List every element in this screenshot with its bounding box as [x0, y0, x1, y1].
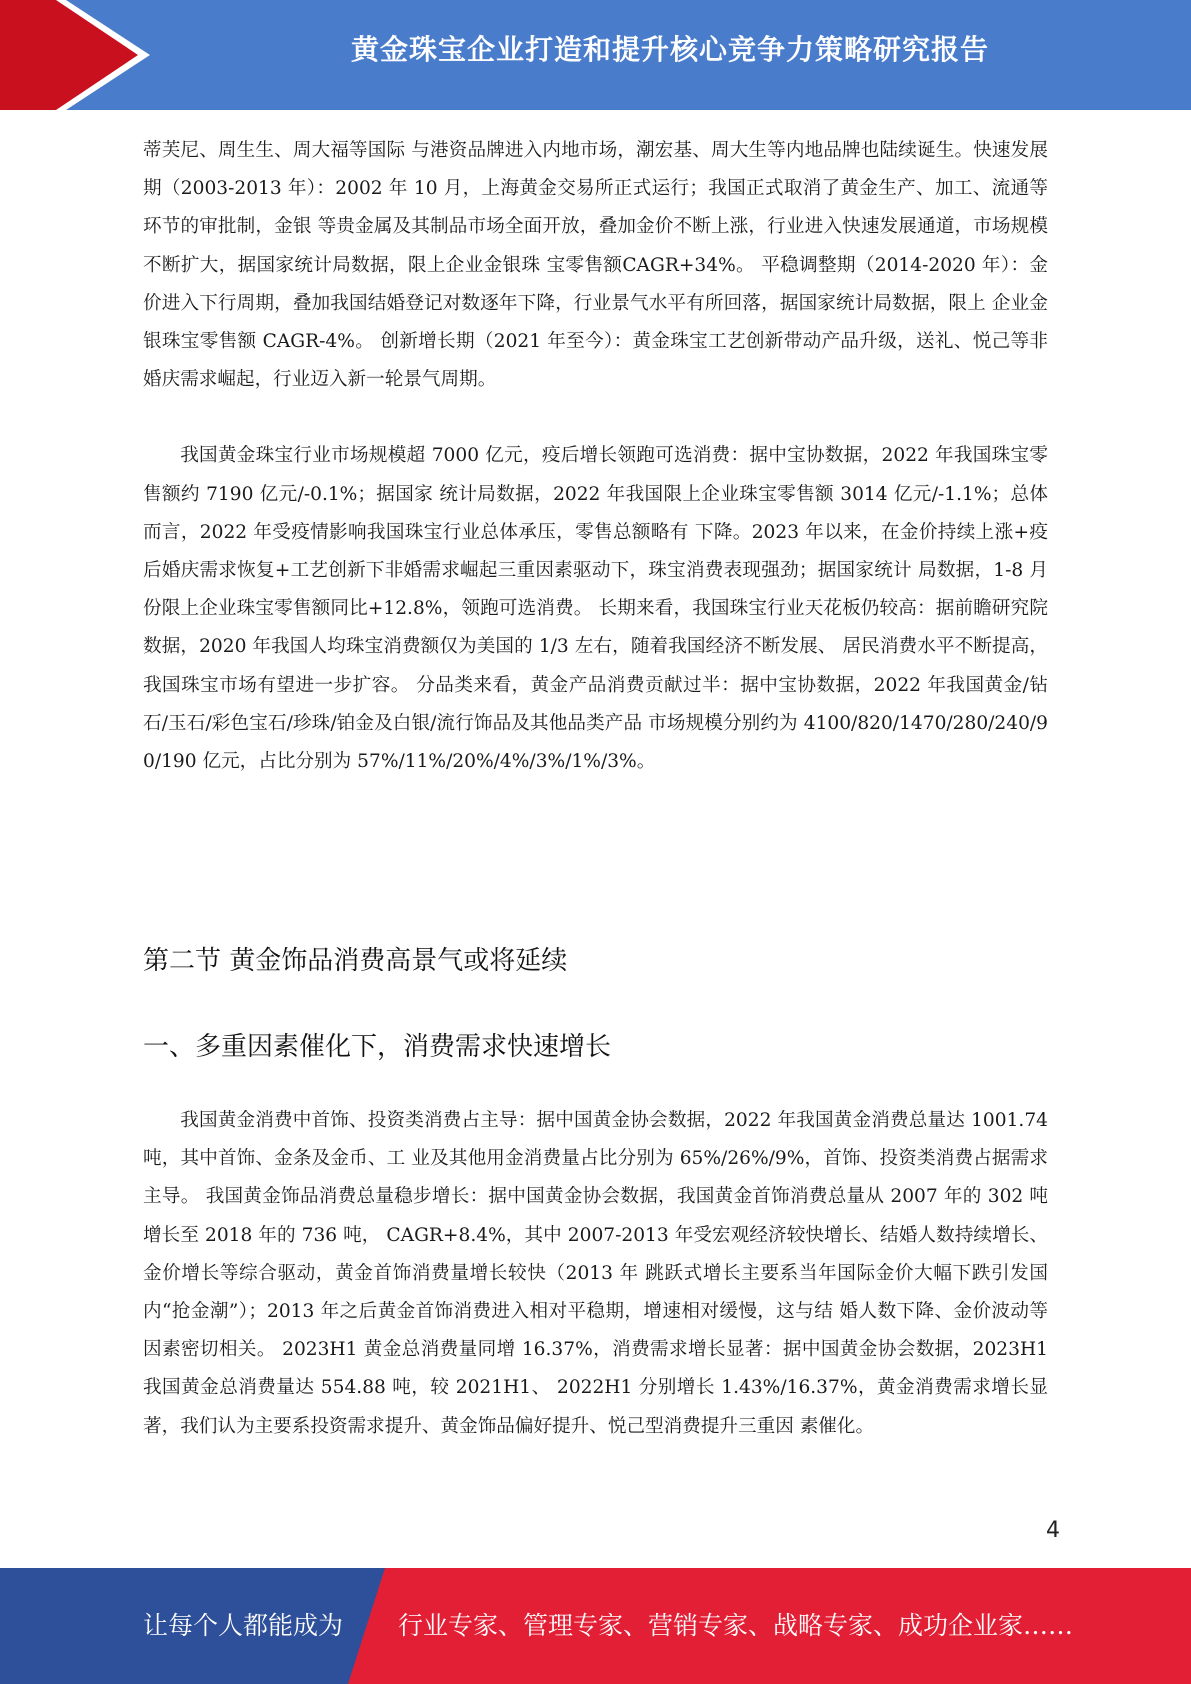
body-text-bottom — [143, 1102, 1048, 1446]
footer-slogan-left: 让每个人都能成为 — [143, 1611, 344, 1640]
paragraph-gold-consumption: 我国黄金消费中首饰、投资类消费占主导：据中国黄金协会数据，2022 年我国黄金消费总量达 1001.74 吨，其中首饰、金条及金币、工 业及其他用金消费量占比分别为 65%/26%/9%，首饰、投资类消费占据需求主导。 我国黄金饰品消费总量稳步增长：据中国黄金协会数据，我国黄金首饰消费总量从 2007 年的 302 吨增长至 2018 年的 736 吨， CAGR+8.4%，其中 2007-2013 年受宏观经济较快增长、结婚人数持续增长、金价增长等综合驱动，黄金首饰消费量增长较快（2013 年 跳跃式增长主要系当年国际金价大幅下跌引发国内“抢金潮”）；2013 年之后黄金首饰消费进入相对平稳期，增速相对缓慢，这与结 婚人数下降、金价波动等因素密切相关。 2023H1 黄金总消费量同增 16.37%，消费需求增长显著：据中国黄金协会数据，2023H1 我国黄金总消费量达 554.88 吨，较 2021H1、 2022H1 分别增长 1.43%/16.37%，黄金消费需求增长显著，我们认为主要系投资需求提升、黄金饰品偏好提升、悦己型消费提升三重因 素催化。 — [143, 1110, 1048, 1437]
footer-band — [0, 1568, 1191, 1684]
footer-slogan-right: 行业专家、管理专家、营销专家、战略专家、成功企业家…… — [398, 1611, 1074, 1640]
header-band — [0, 0, 1191, 110]
paragraph-development-stages: 蒂芙尼、周生生、周大福等国际 与港资品牌进入内地市场，潮宏基、周大生等内地品牌也陆续诞生。快速发展期（2003-2013 年）：2002 年 10 月，上海黄金交易所正式运行；我国正式取消了黄金生产、加工、流通等环节的审批制，金银 等贵金属及其制品市场全面开放，叠加金价不断上涨，行业进入快速发展通道，市场规模不断扩大，据国家统计局数据，限上企业金银珠 宝零售额CAGR+34%。 平稳调整期（2014-2020 年）：金价进入下行周期，叠加我国结婚登记对数逐年下降，行业景气水平有所回落，据国家统计局数据，限上 企业金银珠宝零售额 CAGR-4%。 创新增长期（2021 年至今）：黄金珠宝工艺创新带动产品升级，送礼、悦己等非婚庆需求崛起，行业迈入新一轮景气周期。 — [143, 140, 1048, 391]
paragraph-market-size: 我国黄金珠宝行业市场规模超 7000 亿元，疫后增长领跑可选消费：据中宝协数据，2022 年我国珠宝零售额约 7190 亿元/-0.1%；据国家 统计局数据，2022 年我国限上企业珠宝零售额 3014 亿元/-1.1%；总体而言，2022 年受疫情影响我国珠宝行业总体承压，零售总额略有 下降。2023 年以来，在金价持续上涨+疫后婚庆需求恢复+工艺创新下非婚需求崛起三重因素驱动下，珠宝消费表现强劲；据国家统计 局数据，1-8 月份限上企业珠宝零售额同比+12.8%，领跑可选消费。 长期来看，我国珠宝行业天花板仍较高：据前瞻研究院数据，2020 年我国人均珠宝消费额仅为美国的 1/3 左右，随着我国经济不断发展、 居民消费水平不断提高，我国珠宝市场有望进一步扩容。 分品类来看，黄金产品消费贡献过半：据中宝协数据，2022 年我国黄金/钻石/玉石/彩色宝石/珍珠/铂金及白银/流行饰品及其他品类产品 市场规模分别约为 4100/820/1470/280/240/90/190 亿元，占比分别为 57%/11%/20%/4%/3%/1%/3%。 — [143, 445, 1048, 773]
section-title: 第二节 黄金饰品消费高景气或将延续 — [143, 946, 568, 976]
report-title: 黄金珠宝企业打造和提升核心竞争力策略研究报告 — [350, 33, 989, 66]
subsection-title: 一、多重因素催化下，消费需求快速增长 — [143, 1032, 612, 1062]
body-text-top — [143, 132, 1048, 781]
page-number: 4 — [1046, 1518, 1060, 1543]
header-arrow-decoration — [0, 0, 150, 110]
